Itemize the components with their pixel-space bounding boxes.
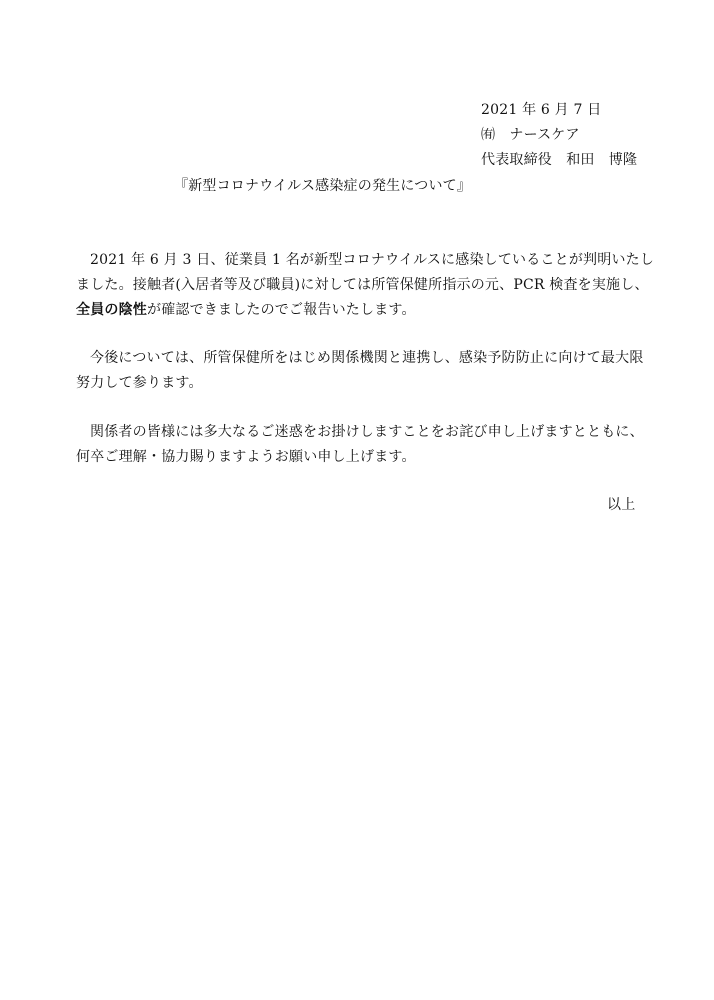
paragraph-2-line-1: 今後については、所管保健所をはじめ関係機関と連携し、感染予防防止に向けて最大限 [90,350,644,366]
paragraph-1-line-3-rest: が確認できましたのでご報告いたします。 [147,302,416,318]
closing-remark: 以上 [607,497,636,513]
paragraph-2-line-2: 努力して参ります。 [76,375,203,391]
company-name: ㈲ ナースケア [481,127,580,143]
representative-name: 代表取締役 和田 博隆 [481,152,638,168]
paragraph-1-line-2: ました。接触者(入居者等及び職員)に対しては所管保健所指示の元、PCR 検査を実施し、 [76,277,649,293]
date-line: 2021 年 6 月 7 日 [481,102,602,118]
paragraph-3-line-1: 関係者の皆様には多大なるご迷惑をお掛けしますことをお詫び申し上げますとともに、 [90,424,644,440]
emphasis-all-negative: 全員の陰性 [76,302,147,318]
paragraph-1-line-1: 2021 年 6 月 3 日、従業員 1 名が新型コロナウイルスに感染していることが判明いたし [90,252,655,268]
document-title: 『新型コロナウイルス感染症の発生について』 [174,178,472,194]
paragraph-1-line-3 [76,300,416,320]
paragraph-3-line-2: 何卒ご理解・協力賜りますようお願い申し上げます。 [76,449,416,465]
